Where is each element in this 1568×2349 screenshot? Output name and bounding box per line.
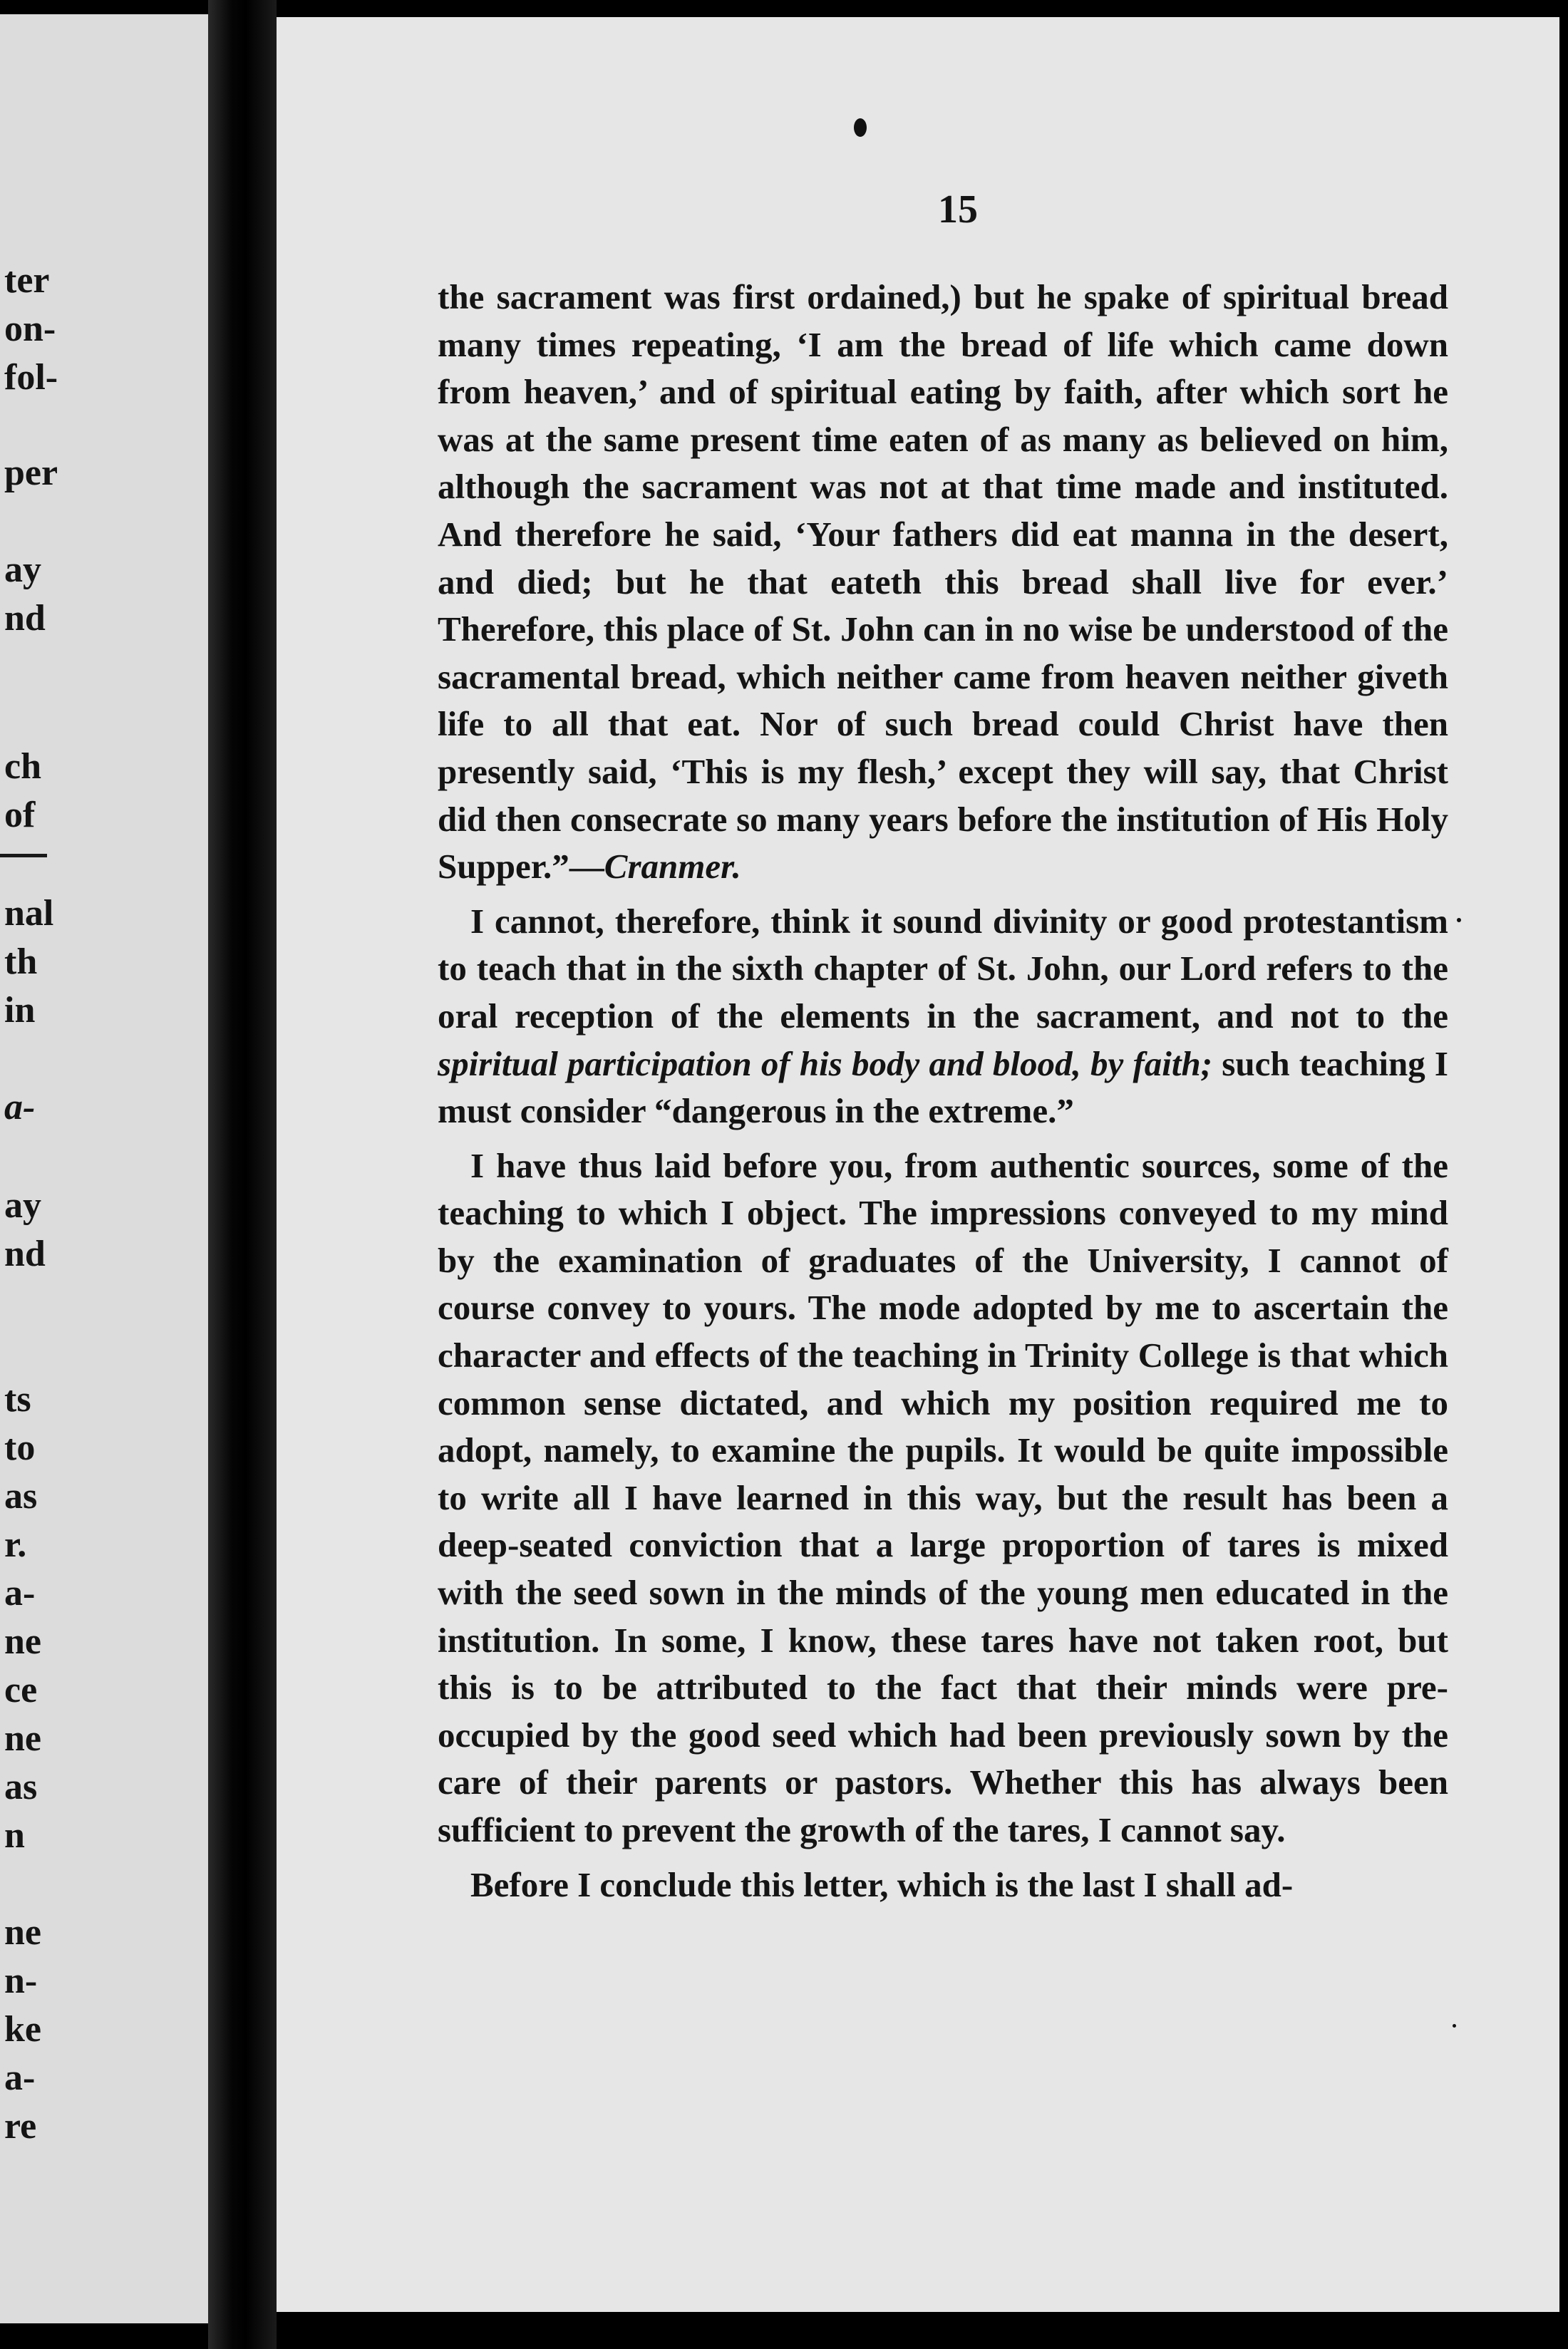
left-fragment: nd	[4, 598, 46, 639]
left-fragment: ts	[4, 1379, 31, 1420]
text-run: the sacrament was first ordained,) but he spake of spiritual bread many times repeating, ‘I am the bread of life which came down from heaven,’ and of spiritual eating by faith, after which sort he was at the same present time eaten of as many as believed on him, although the sacrament was not at that time made and instituted. And therefore he said, ‘Your fathers did eat manna in the desert, and died; but he that eateth this bread shall live for ever.’ Therefore, this place of St. John can in no wise be understood of the sacramental bread, which neither came from heaven neither giveth life to all that eat. Nor of such bread could Christ have then presently said, ‘This is my flesh,’ except they will say, that Christ did then consecrate so many years before the institution of His Holy Supper.”—	[438, 277, 1448, 887]
paragraph	[438, 898, 1448, 1135]
text-run: Before I conclude this letter, which is the last I shall ad-	[470, 1864, 1294, 1904]
paragraph	[438, 1862, 1448, 1909]
left-fragment: ce	[4, 1670, 38, 1710]
left-fragment: in	[4, 990, 36, 1031]
left-fragment: ch	[4, 746, 41, 787]
left-fragment: nal	[4, 893, 54, 934]
left-fragment: as	[4, 1767, 38, 1807]
left-fragment: th	[4, 941, 38, 982]
text-run: I have thus laid before you, from authentic sources, some of the teaching to which I object. The impressions conveyed to my mind by the examination of graduates of the University, I cannot of course convey to yours. The mode adopted by me to ascertain the character and effects of the teaching in Trinity College is that which common sense dictated, and which my position required me to adopt, namely, to examine the pupils. It would be quite impossible to write all I have learned in this way, but the result has been a deep-seated conviction that a large proportion of tares is mixed with the seed sown in the minds of the young men educated in the institution. In some, I know, these tares have not taken root, but this is to be attributed to the fact that their minds were pre-occupied by the good seed which had been previously sown by the care of their parents or pastors. Whether this has always been sufficient to prevent the growth of the tares, I cannot say.	[438, 1145, 1448, 1849]
left-fragment: on-	[4, 309, 56, 349]
left-fragment: ter	[4, 260, 50, 301]
paragraph	[438, 1142, 1448, 1854]
italic-text: spiritual participation of his body and blood, by faith;	[438, 1043, 1213, 1083]
left-fragment: ay	[4, 549, 41, 590]
left-rule	[0, 854, 47, 857]
body-text	[438, 274, 1448, 1916]
left-fragment: a-	[4, 1573, 36, 1614]
left-fragment: a-	[4, 2058, 36, 2098]
left-fragment: per	[4, 453, 58, 493]
left-fragment: ne	[4, 1912, 41, 1953]
left-fragment: n-	[4, 1961, 38, 2001]
scan-edge	[1559, 0, 1568, 2349]
text-run: such teaching I must consider “dangerous in the extreme.”	[438, 1043, 1448, 1131]
italic-text: Cranmer.	[604, 847, 741, 887]
left-fragment: nd	[4, 1234, 46, 1274]
left-fragment: ay	[4, 1185, 41, 1226]
binding-gutter-shadow	[208, 0, 277, 2349]
left-fragment: ne	[4, 1718, 41, 1759]
left-fragment: fol-	[4, 357, 58, 398]
left-fragment: a-	[4, 1087, 36, 1127]
left-fragment: ke	[4, 2009, 41, 2050]
ink-speck	[1453, 2024, 1456, 2028]
facing-page-fragment	[0, 14, 229, 2323]
left-fragment: of	[4, 795, 36, 835]
left-fragment: as	[4, 1476, 38, 1517]
ink-speck	[854, 118, 867, 137]
left-fragment: to	[4, 1428, 36, 1468]
left-fragment: n	[4, 1815, 25, 1856]
page-number: 15	[938, 187, 978, 232]
left-fragment: re	[4, 2106, 37, 2147]
paragraph	[438, 274, 1448, 891]
left-fragment: r.	[4, 1524, 27, 1565]
text-run: I cannot, therefore, think it sound divinity or good protestantism to teach that in the sixth chapter of St. John, our Lord refers to the oral reception of the elements in the sacrament, and not to the	[438, 901, 1448, 1036]
left-fragment: ne	[4, 1621, 41, 1662]
ink-speck	[1457, 918, 1461, 922]
